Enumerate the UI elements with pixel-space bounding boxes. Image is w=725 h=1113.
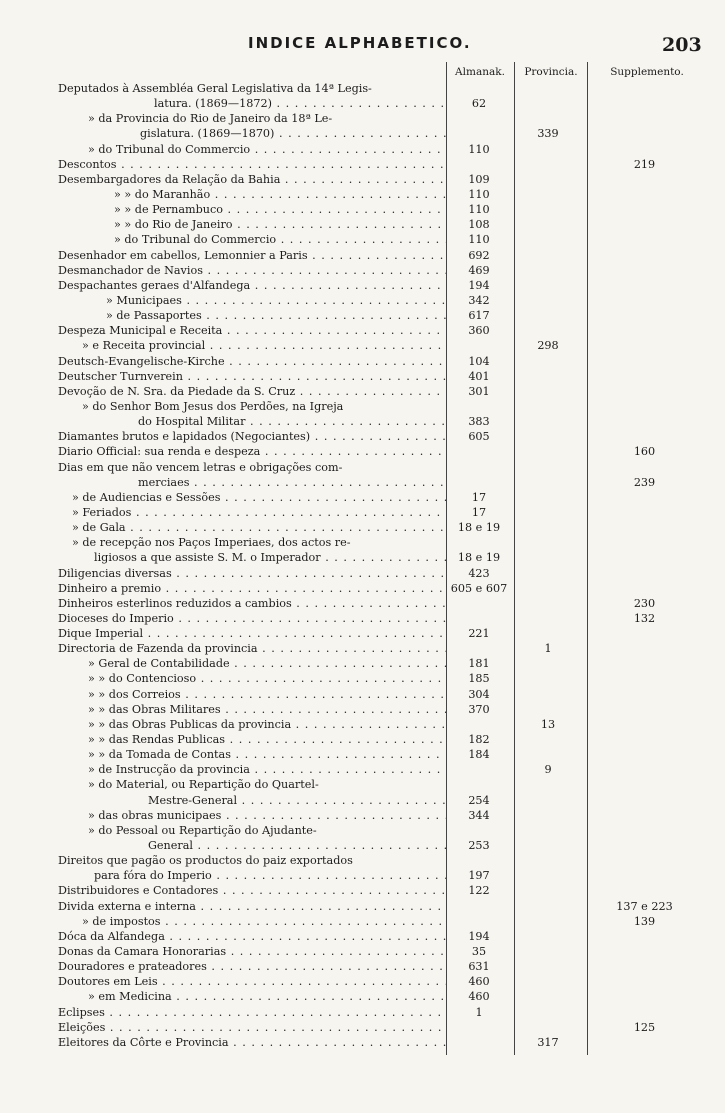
index-entry bbox=[58, 202, 703, 217]
entry-almanak-page: 605 bbox=[468, 430, 490, 444]
entry-almanak-page: 469 bbox=[468, 263, 490, 277]
index-entry bbox=[58, 641, 703, 656]
entry-label: » » das Rendas Publicas . . . bbox=[58, 732, 446, 747]
entry-supplemento-page: 139 bbox=[633, 914, 656, 928]
entry-label: » de Audiencias e Sessões . . . bbox=[58, 490, 446, 505]
entry-label: » do Pessoal ou Repartição do Ajudante- bbox=[88, 823, 317, 837]
index-entry bbox=[58, 460, 703, 475]
index-entry bbox=[58, 671, 703, 686]
entry-almanak-page: 460 bbox=[468, 990, 490, 1004]
index-entry bbox=[58, 263, 703, 278]
index-entry bbox=[58, 974, 703, 989]
index-entry bbox=[58, 868, 703, 883]
entry-label: Mestre-General . . . bbox=[58, 793, 446, 808]
index-entry bbox=[58, 626, 703, 641]
entry-provincia-page: 1 bbox=[544, 642, 552, 656]
entry-label: Eleitores da Côrte e Provincia . . . bbox=[58, 1035, 446, 1050]
entry-label: Doutores em Leis . . . bbox=[58, 974, 446, 989]
index-entry bbox=[58, 838, 703, 853]
entry-label: General . . . bbox=[58, 838, 446, 853]
index-entry bbox=[58, 702, 703, 717]
entry-almanak-page: 104 bbox=[468, 354, 490, 368]
entry-almanak-page: 197 bbox=[468, 869, 490, 883]
index-entry bbox=[58, 793, 703, 808]
entry-almanak-page: 110 bbox=[468, 187, 490, 201]
index-entry bbox=[58, 369, 703, 384]
entry-provincia-page: 298 bbox=[537, 339, 559, 353]
entry-almanak-page: 221 bbox=[468, 627, 490, 641]
entry-almanak-page: 460 bbox=[468, 975, 490, 989]
entry-label: Desembargadores da Relação da Bahia . . . bbox=[58, 172, 446, 187]
entry-provincia-page: 339 bbox=[537, 127, 559, 141]
index-entry bbox=[58, 883, 703, 898]
index-entry bbox=[58, 899, 703, 914]
entry-almanak-page: 370 bbox=[468, 702, 490, 716]
entry-label: Descontos . . . bbox=[58, 157, 446, 172]
entry-provincia-page: 9 bbox=[544, 763, 552, 777]
entry-label: » » da Tomada de Contas . . . bbox=[58, 747, 446, 762]
entry-label: latura. (1869—1872) . . . bbox=[58, 96, 446, 111]
entry-label: Desmanchador de Navios . . . bbox=[58, 263, 446, 278]
index-entry bbox=[58, 611, 703, 626]
entry-almanak-page: 401 bbox=[468, 369, 490, 383]
column-header-almanak: Almanak. bbox=[455, 66, 505, 78]
index-entry bbox=[58, 475, 703, 490]
entry-label: » e Receita provincial . . . bbox=[58, 338, 446, 353]
entry-label: Dias em que não vencem letras e obrigações com- bbox=[58, 460, 343, 474]
index-entry bbox=[58, 414, 703, 429]
entry-label: Dóca da Alfandega . . . bbox=[58, 929, 446, 944]
entry-almanak-page: 692 bbox=[468, 248, 490, 262]
index-entry bbox=[58, 399, 703, 414]
entry-supplemento-page: 125 bbox=[633, 1020, 656, 1034]
index-entry bbox=[58, 732, 703, 747]
index-entry bbox=[58, 232, 703, 247]
entry-almanak-page: 194 bbox=[468, 278, 490, 292]
index-entry bbox=[58, 581, 703, 596]
index-entry bbox=[58, 656, 703, 671]
entry-label: Eleições . . . bbox=[58, 1020, 446, 1035]
entry-label: Douradores e prateadores . . . bbox=[58, 959, 446, 974]
index-entry bbox=[58, 687, 703, 702]
entry-label: » do Tribunal do Commercio . . . bbox=[58, 232, 446, 247]
index-entry bbox=[58, 596, 703, 611]
page-number: 203 bbox=[662, 34, 702, 56]
entry-supplemento-page: 219 bbox=[633, 157, 656, 171]
index-entry bbox=[58, 429, 703, 444]
entry-label: » de Passaportes . . . bbox=[58, 308, 446, 323]
index-entry bbox=[58, 550, 703, 565]
entry-label: Dique Imperial . . . bbox=[58, 626, 446, 641]
entry-label: Diligencias diversas . . . bbox=[58, 566, 446, 581]
entry-label: Deutscher Turnverein . . . bbox=[58, 369, 446, 384]
entry-almanak-page: 18 e 19 bbox=[457, 551, 501, 565]
index-entry bbox=[58, 187, 703, 202]
entry-almanak-page: 383 bbox=[468, 415, 490, 429]
entry-label: para fóra do Imperio . . . bbox=[58, 868, 446, 883]
entry-label: ligiosos a que assiste S. M. o Imperador . . . bbox=[58, 550, 446, 565]
entry-label: gislatura. (1869—1870) . . . bbox=[58, 126, 446, 141]
entry-label: merciaes . . . bbox=[58, 475, 446, 490]
index-entry bbox=[58, 520, 703, 535]
index-entry bbox=[58, 959, 703, 974]
index-entry bbox=[58, 217, 703, 232]
index-entry bbox=[58, 308, 703, 323]
entry-label: Direitos que pagão os productos do paiz exportados bbox=[58, 854, 353, 868]
entry-almanak-page: 110 bbox=[468, 142, 490, 156]
index-entry bbox=[58, 808, 703, 823]
entry-label: Dinheiro a premio . . . bbox=[58, 581, 446, 596]
entry-almanak-page: 301 bbox=[468, 384, 490, 398]
entry-label: » Municipaes . . . bbox=[58, 293, 446, 308]
entry-label: » » dos Correios . . . bbox=[58, 687, 446, 702]
index-entry bbox=[58, 747, 703, 762]
column-header-provincia: Provincia. bbox=[524, 66, 578, 78]
entry-label: » » das Obras Militares . . . bbox=[58, 702, 446, 717]
index-entry bbox=[58, 505, 703, 520]
index-entry bbox=[58, 96, 703, 111]
entry-label: » » do Rio de Janeiro . . . bbox=[58, 217, 446, 232]
entry-label: » da Provincia do Rio de Janeiro da 18ª Le- bbox=[88, 112, 333, 126]
page-title: INDICE ALPHABETICO. bbox=[248, 34, 472, 52]
index-entry bbox=[58, 338, 703, 353]
index-entry bbox=[58, 717, 703, 732]
index-entry bbox=[58, 81, 703, 96]
entry-label: » Feriados . . . bbox=[58, 505, 446, 520]
entry-label: Distribuidores e Contadores . . . bbox=[58, 883, 446, 898]
entry-almanak-page: 185 bbox=[468, 672, 490, 686]
entry-label: Despeza Municipal e Receita . . . bbox=[58, 323, 446, 338]
entry-label: Dinheiros esterlinos reduzidos a cambios . . . bbox=[58, 596, 446, 611]
entry-almanak-page: 18 e 19 bbox=[457, 521, 501, 535]
entry-almanak-page: 110 bbox=[468, 233, 490, 247]
entry-label: Devoção de N. Sra. da Piedade da S. Cruz . . . bbox=[58, 384, 446, 399]
index-entry bbox=[58, 293, 703, 308]
entry-label: Despachantes geraes d'Alfandega . . . bbox=[58, 278, 446, 293]
entry-almanak-page: 605 e 607 bbox=[450, 581, 508, 595]
index-entry bbox=[58, 823, 703, 838]
index-entry bbox=[58, 1005, 703, 1020]
entry-provincia-page: 13 bbox=[540, 717, 556, 731]
entry-label: Deputados à Assembléa Geral Legislativa da 14ª Legis- bbox=[58, 82, 372, 95]
index-entry bbox=[58, 354, 703, 369]
entry-almanak-page: 423 bbox=[468, 566, 490, 580]
entry-almanak-page: 631 bbox=[468, 960, 490, 974]
entry-label: » de recepção nos Paços Imperiaes, dos actos re- bbox=[72, 536, 351, 550]
entry-almanak-page: 182 bbox=[468, 733, 490, 747]
entry-label: » Geral de Contabilidade . . . bbox=[58, 656, 446, 671]
index-entry bbox=[58, 490, 703, 505]
index-entries bbox=[58, 81, 703, 1050]
entry-almanak-page: 617 bbox=[468, 309, 490, 323]
index-entry bbox=[58, 762, 703, 777]
entry-almanak-page: 1 bbox=[475, 1005, 483, 1019]
entry-label: Donas da Camara Honorarias . . . bbox=[58, 944, 446, 959]
entry-label: Desenhador em cabellos, Lemonnier a Paris . . . bbox=[58, 248, 446, 263]
entry-almanak-page: 109 bbox=[468, 172, 490, 186]
index-entry bbox=[58, 566, 703, 581]
entry-label: » de Gala . . . bbox=[58, 520, 446, 535]
entry-almanak-page: 360 bbox=[468, 324, 490, 338]
entry-label: Directoria de Fazenda da provincia . . . bbox=[58, 641, 446, 656]
entry-label: » de Instrucção da provincia . . . bbox=[58, 762, 446, 777]
entry-label: do Hospital Militar . . . bbox=[58, 414, 446, 429]
index-entry bbox=[58, 142, 703, 157]
entry-almanak-page: 342 bbox=[468, 293, 490, 307]
index-entry bbox=[58, 172, 703, 187]
entry-almanak-page: 181 bbox=[468, 657, 490, 671]
entry-label: Diamantes brutos e lapidados (Negociantes) . . . bbox=[58, 429, 446, 444]
entry-almanak-page: 254 bbox=[468, 793, 490, 807]
entry-almanak-page: 110 bbox=[468, 203, 490, 217]
entry-label: » » das Obras Publicas da provincia . . . bbox=[58, 717, 446, 732]
entry-almanak-page: 253 bbox=[468, 839, 490, 853]
index-entry bbox=[58, 111, 703, 126]
entry-almanak-page: 108 bbox=[468, 218, 490, 232]
entry-label: » de impostos . . . bbox=[58, 914, 446, 929]
index-entry bbox=[58, 444, 703, 459]
index-entry bbox=[58, 535, 703, 550]
index-entry bbox=[58, 1035, 703, 1050]
index-entry bbox=[58, 989, 703, 1004]
entry-label: Diario Official: sua renda e despeza . . . bbox=[58, 444, 446, 459]
index-entry bbox=[58, 126, 703, 141]
index-entry bbox=[58, 384, 703, 399]
index-entry bbox=[58, 1020, 703, 1035]
entry-almanak-page: 194 bbox=[468, 929, 490, 943]
entry-almanak-page: 184 bbox=[468, 748, 490, 762]
index-entry bbox=[58, 853, 703, 868]
entry-almanak-page: 122 bbox=[468, 884, 490, 898]
entry-almanak-page: 344 bbox=[468, 808, 490, 822]
entry-almanak-page: 62 bbox=[471, 97, 487, 111]
index-entry bbox=[58, 929, 703, 944]
index-entry bbox=[58, 944, 703, 959]
entry-label: » » do Maranhão . . . bbox=[58, 187, 446, 202]
index-entry bbox=[58, 278, 703, 293]
entry-label: » » de Pernambuco . . . bbox=[58, 202, 446, 217]
entry-label: Deutsch-Evangelische-Kirche . . . bbox=[58, 354, 446, 369]
entry-supplemento-page: 230 bbox=[633, 596, 656, 610]
entry-label: Eclipses . . . bbox=[58, 1005, 446, 1020]
entry-label: Dioceses do Imperio . . . bbox=[58, 611, 446, 626]
entry-supplemento-page: 132 bbox=[633, 611, 656, 625]
index-entry bbox=[58, 777, 703, 792]
entry-label: » das obras municipaes . . . bbox=[58, 808, 446, 823]
entry-provincia-page: 317 bbox=[537, 1035, 559, 1049]
entry-supplemento-page: 239 bbox=[633, 475, 656, 489]
index-entry bbox=[58, 157, 703, 172]
entry-supplemento-page: 160 bbox=[633, 445, 656, 459]
index-entry bbox=[58, 323, 703, 338]
entry-label: Divida externa e interna . . . bbox=[58, 899, 446, 914]
entry-label: » do Material, ou Repartição do Quartel- bbox=[88, 778, 319, 792]
entry-label: » do Senhor Bom Jesus dos Perdões, na Igreja bbox=[82, 399, 344, 413]
index-entry bbox=[58, 914, 703, 929]
index-entry bbox=[58, 248, 703, 263]
entry-almanak-page: 17 bbox=[471, 490, 487, 504]
entry-almanak-page: 304 bbox=[468, 687, 490, 701]
entry-supplemento-page: 137 e 223 bbox=[616, 899, 673, 913]
entry-label: » em Medicina . . . bbox=[58, 989, 446, 1004]
column-header-supplemento: Supplemento. bbox=[610, 66, 684, 78]
entry-almanak-page: 35 bbox=[471, 945, 487, 959]
entry-label: » do Tribunal do Commercio . . . bbox=[58, 142, 446, 157]
entry-almanak-page: 17 bbox=[471, 505, 487, 519]
entry-label: » » do Contencioso . . . bbox=[58, 671, 446, 686]
